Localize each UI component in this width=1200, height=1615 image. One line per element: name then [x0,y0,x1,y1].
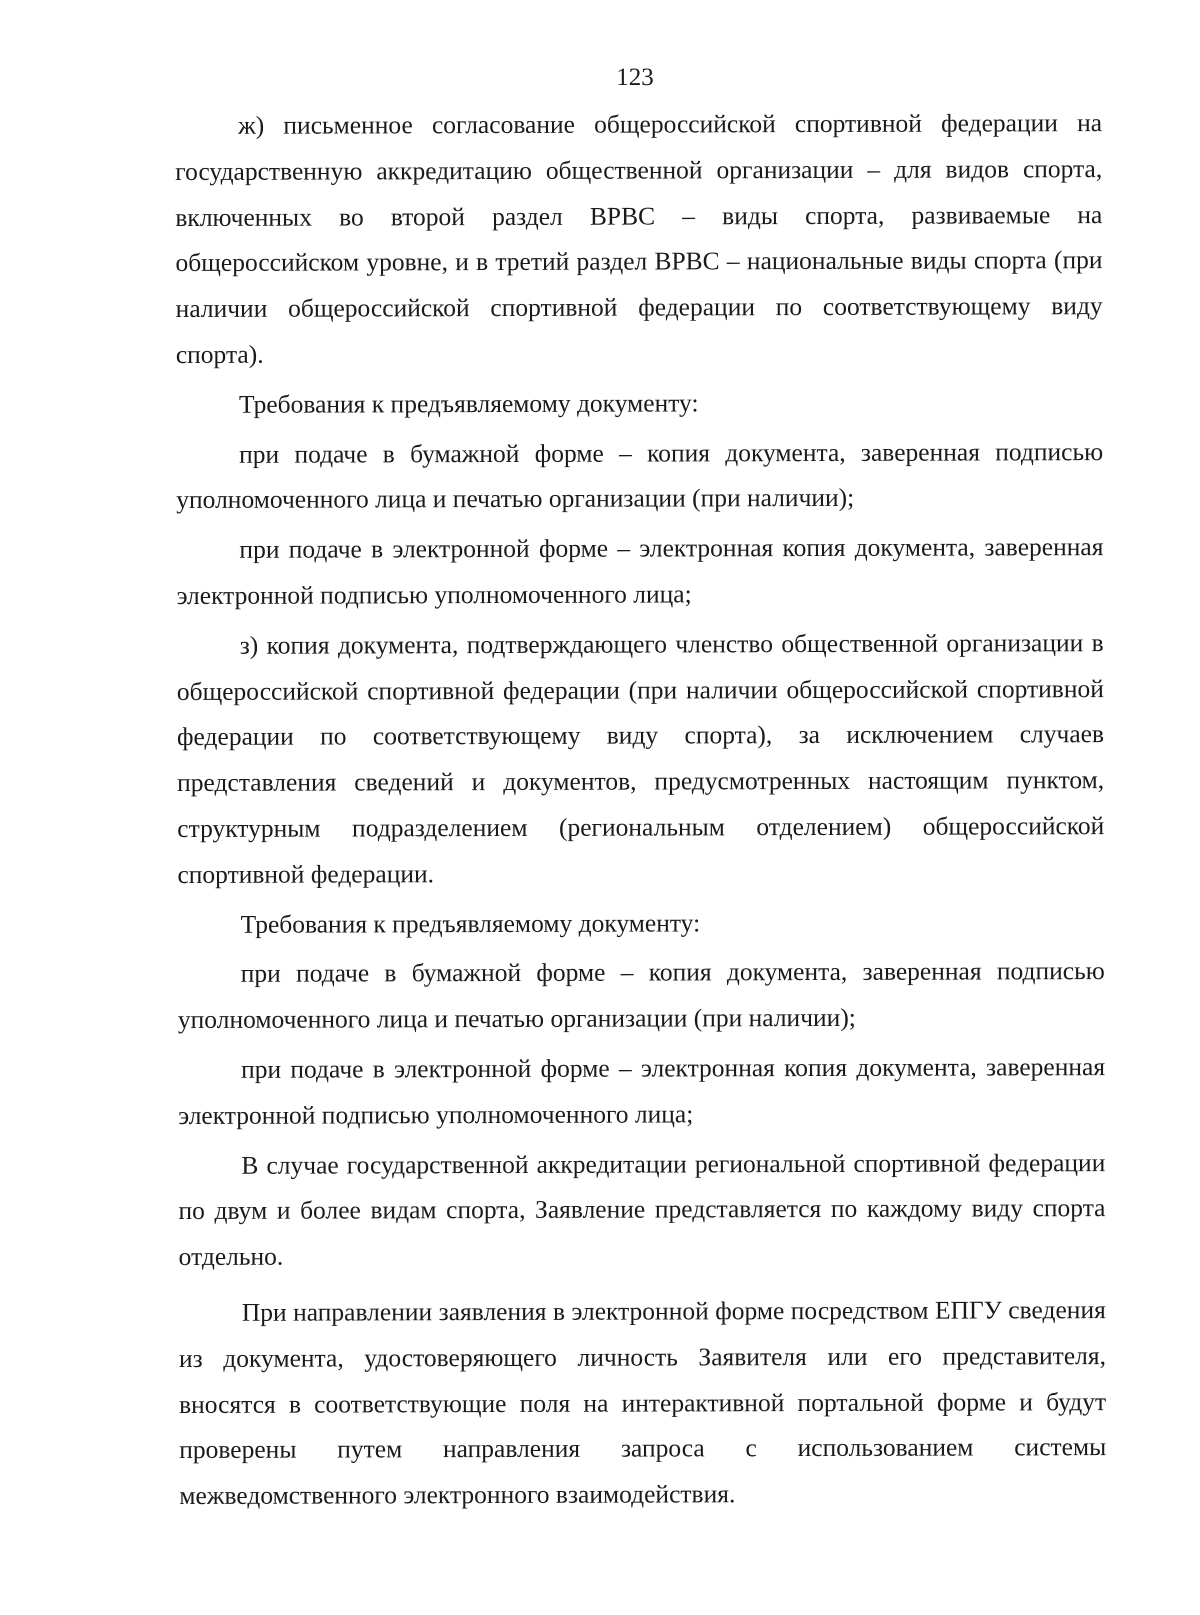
page-number: 123 [616,64,654,91]
document-body [175,100,1106,1519]
paragraph-requirements-heading: Требования к предъявляемому документу: [238,388,699,419]
paragraph-multiple-sports: В случае государственной аккредитации региональной спортивной федерации по двум и более видам спорта, Заявление представляется по каждому виду спорта отдельно. [178,1147,1106,1272]
paragraph-epgu-submission: При направлении заявления в электронной форме посредством ЕПГУ сведения из документа, удостоверяющего личность Заявителя или его представителя, вносятся в соответствующие поля на интерактивной портальной форме и будут проверены путем направления запроса с использованием системы межведомственного электронного взаимодействия. [178,1295,1107,1511]
paragraph-paper-form: при подаче в бумажной форме – копия документа, заверенная подписью уполномоченного лица и печатью организации (при наличии); [177,956,1105,1035]
paragraph-requirements-heading: Требования к предъявляемому документу: [240,907,701,939]
paragraph-item-zh: ж) письменное согласование общероссийской спортивной федерации на государственную аккредитацию общественной организации – для видов спорта, включенных во второй раздел ВРВС – виды спорта, развиваемые на общероссийском уровне, и в третий раздел ВРВС – национальные виды спорта (при наличии общероссийской спортивной федерации по соответствующему виду спорта). [175,108,1103,369]
paragraph-item-z: з) копия документа, подтверждающего членство общественной организации в общероссийской спортивной федерации (при наличии общероссийской спортивной федерации по соответствующему виду спорта), за исключением случаев представления сведений и документов, предусмотренных настоящим пунктом, структурным подразделением (региональным отделением) общероссийской спортивной федерации. [176,627,1105,889]
paragraph-electronic-form: при подаче в электронной форме – электронная копия документа, заверенная электронной подписью уполномоченного лица; [178,1052,1106,1130]
paragraph-electronic-form: при подаче в электронной форме – электронная копия документа, заверенная электронной подписью уполномоченного лица; [176,532,1104,610]
paragraph-paper-form: при подаче в бумажной форме – копия документа, заверенная подписью уполномоченного лица и печатью организации (при наличии); [176,436,1104,515]
